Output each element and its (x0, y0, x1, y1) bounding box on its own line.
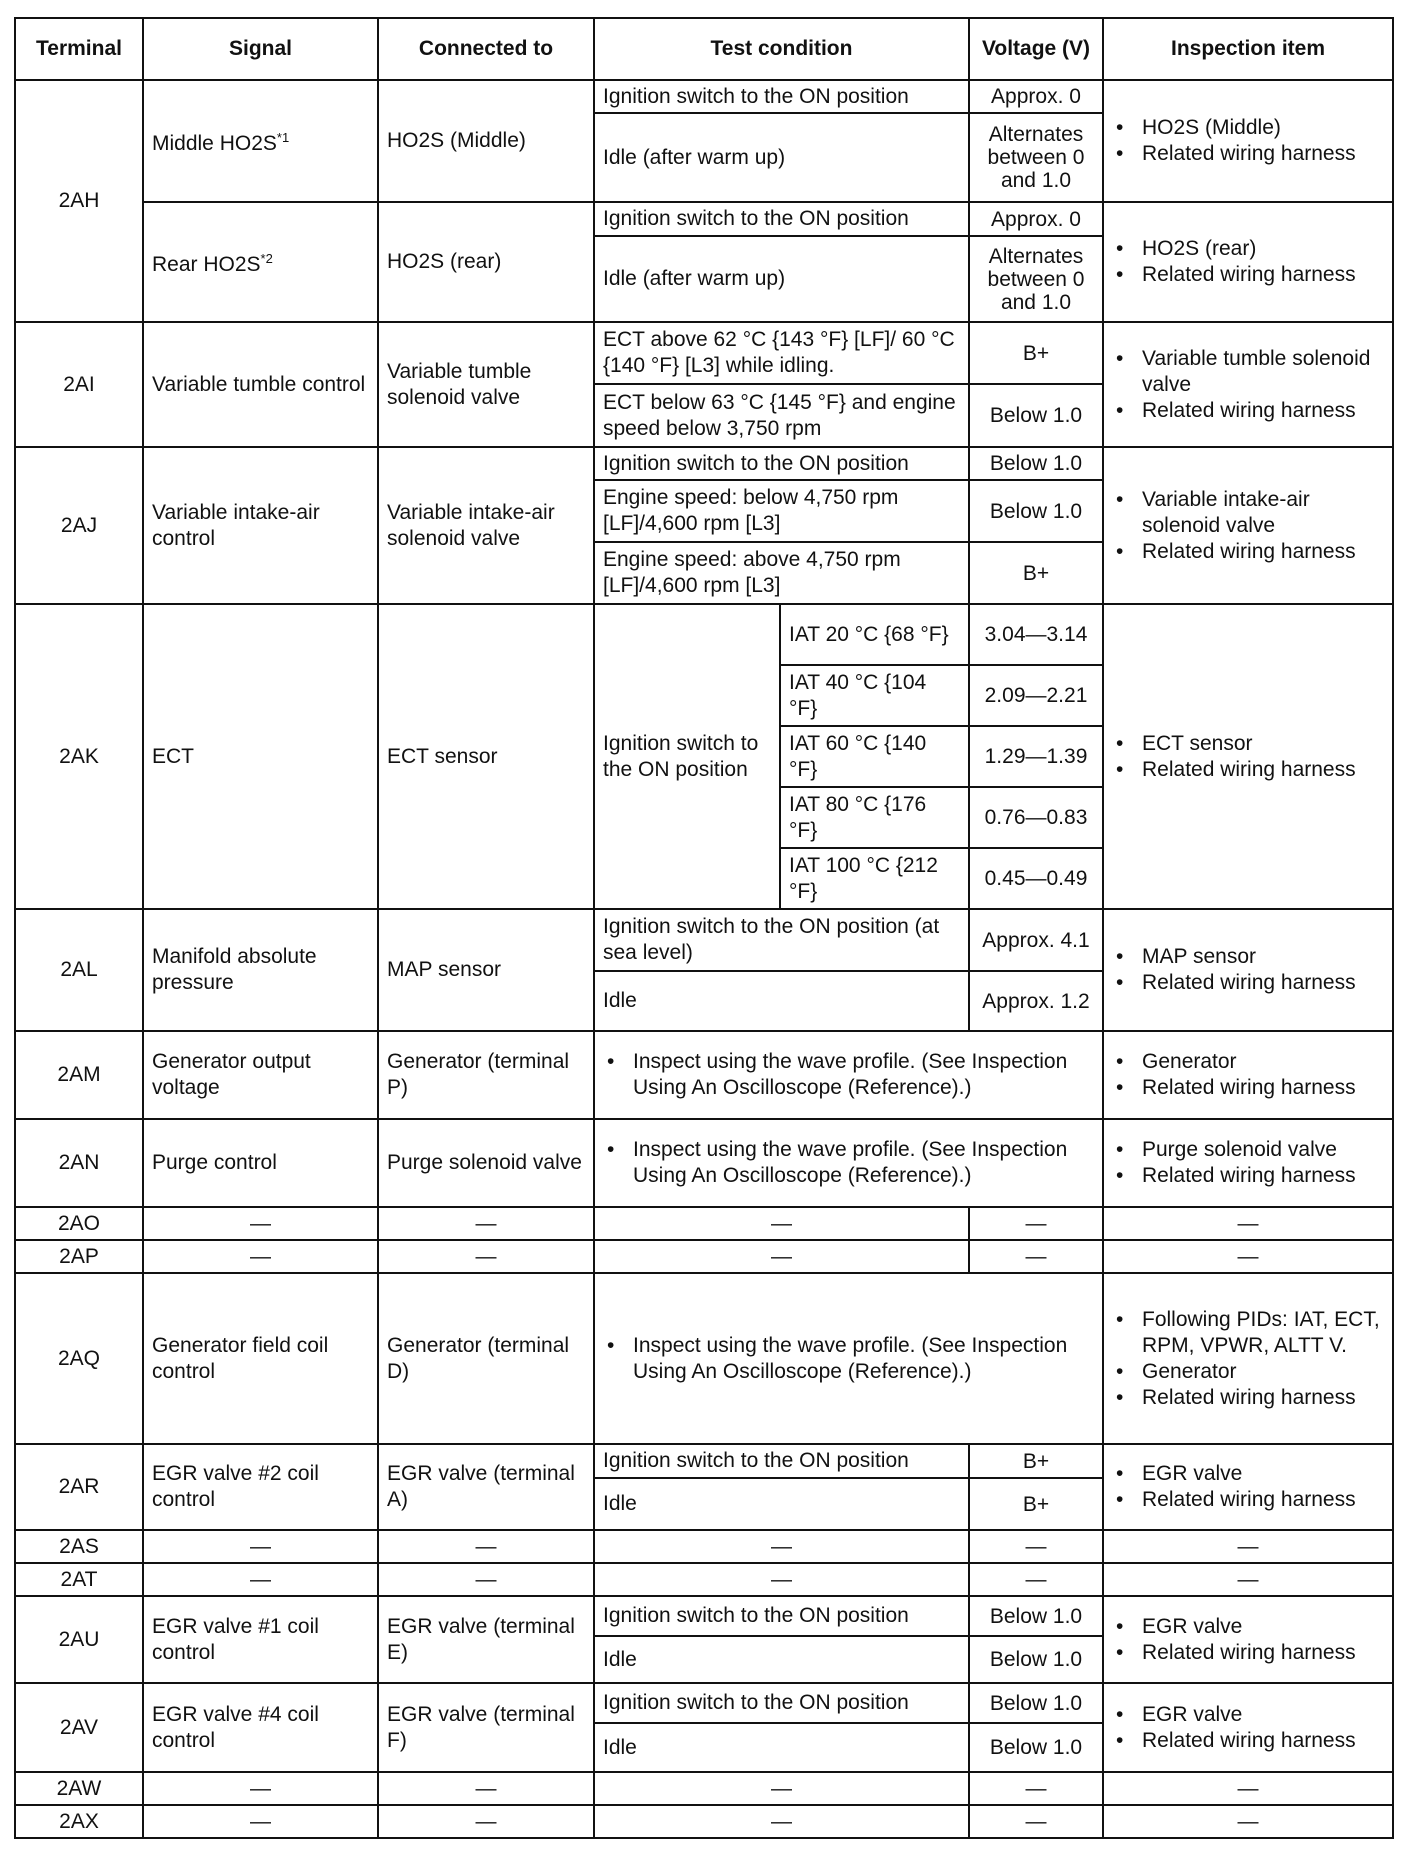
voltage-cell: Below 1.0 (969, 1683, 1103, 1723)
inspection-list (1112, 1702, 1384, 1754)
signal-text: Manifold absolute pressure (152, 945, 317, 994)
voltage-cell: Below 1.0 (969, 1636, 1103, 1683)
table-row (15, 322, 1393, 384)
inspection-item: • EGR valve (1142, 1461, 1384, 1487)
terminal-cell: 2AP (15, 1240, 143, 1273)
voltage-cell: Alternates between 0 and 1.0 (969, 113, 1103, 202)
dash-inspection: — (1103, 1805, 1393, 1838)
connected-to-cell: Generator (terminal D) (378, 1273, 594, 1444)
test-condition-cell (594, 1273, 1103, 1444)
inspection-item: • HO2S (Middle) (1142, 115, 1384, 141)
inspection-item: • ECT sensor (1142, 731, 1384, 757)
voltage-cell: 3.04—3.14 (969, 604, 1103, 665)
test-condition-cell: Engine speed: above 4,750 rpm [LF]/4,600 rpm [L3] (594, 542, 969, 604)
inspection-item: • EGR valve (1142, 1614, 1384, 1640)
footnote-marker: *1 (276, 130, 290, 145)
dash-signal: — (143, 1563, 378, 1596)
test-condition-cell: Idle (594, 1636, 969, 1683)
table-row (15, 1596, 1393, 1636)
terminal-cell: 2AN (15, 1119, 143, 1207)
dash-voltage: — (969, 1563, 1103, 1596)
signal-text: EGR valve #2 coil control (152, 1462, 319, 1511)
connected-to-cell: HO2S (Middle) (378, 80, 594, 202)
signal-cell (143, 80, 378, 202)
terminal-cell: 2AS (15, 1530, 143, 1563)
dash-connected: — (378, 1563, 594, 1596)
header-test-condition: Test condition (594, 18, 969, 80)
terminal-cell: 2AU (15, 1596, 143, 1683)
signal-cell (143, 909, 378, 1031)
signal-text: EGR valve #4 coil control (152, 1702, 319, 1752)
header-row (15, 18, 1393, 80)
voltage-cell: Approx. 0 (969, 80, 1103, 113)
signal-text: Generator output voltage (152, 1050, 311, 1099)
connected-to-cell: MAP sensor (378, 909, 594, 1031)
terminal-cell: 2AM (15, 1031, 143, 1119)
table-row (15, 1240, 1393, 1273)
test-condition-cell: Ignition switch to the ON position (594, 202, 969, 236)
inspection-item: • Generator (1142, 1049, 1384, 1075)
dash-test: — (594, 1207, 969, 1240)
inspection-item: • Inspect using the wave profile. (See Inspection Using An Oscilloscope (Reference).) (633, 1333, 1094, 1385)
inspection-cell (1103, 322, 1393, 447)
signal-cell (143, 1031, 378, 1119)
test-condition-cell: Idle (594, 1478, 969, 1530)
inspection-item: • Inspect using the wave profile. (See Inspection Using An Oscilloscope (Reference).) (633, 1137, 1094, 1189)
inspection-item: • Related wiring harness (1142, 141, 1384, 167)
inspection-item: • MAP sensor (1142, 944, 1384, 970)
inspection-item: • Variable tumble solenoid valve (1142, 346, 1384, 398)
inspection-item: • Related wiring harness (1142, 1075, 1384, 1101)
inspection-item: • EGR valve (1142, 1702, 1384, 1728)
inspection-cell (1103, 1031, 1393, 1119)
dash-inspection: — (1103, 1240, 1393, 1273)
dash-test: — (594, 1563, 969, 1596)
connected-to-cell: Generator (terminal P) (378, 1031, 594, 1119)
inspection-cell (1103, 1273, 1393, 1444)
inspection-cell (1103, 909, 1393, 1031)
inspection-cell (1103, 447, 1393, 604)
table-row (15, 604, 1393, 665)
voltage-cell: 1.29—1.39 (969, 726, 1103, 787)
test-condition-cell (594, 1119, 1103, 1207)
test-condition-cell: Engine speed: below 4,750 rpm [LF]/4,600 rpm [L3] (594, 480, 969, 542)
signal-cell (143, 1444, 378, 1530)
dash-test: — (594, 1240, 969, 1273)
test-condition-sub: IAT 80 °C {176 °F} (780, 787, 969, 848)
inspection-item: • Related wiring harness (1142, 398, 1384, 424)
test-condition-cell: Idle (after warm up) (594, 113, 969, 202)
terminal-cell: 2AK (15, 604, 143, 909)
connected-to-cell: EGR valve (terminal F) (378, 1683, 594, 1772)
terminal-cell: 2AH (15, 80, 143, 322)
voltage-cell: Below 1.0 (969, 384, 1103, 447)
voltage-cell: B+ (969, 1478, 1103, 1530)
signal-text: Variable intake-air control (152, 500, 320, 550)
voltage-cell: Alternates between 0 and 1.0 (969, 236, 1103, 322)
inspection-cell (1103, 1444, 1393, 1530)
dash-connected: — (378, 1530, 594, 1563)
inspection-item: • HO2S (rear) (1142, 236, 1384, 262)
signal-text: Variable tumble control (152, 372, 366, 396)
test-condition-cell: Ignition switch to the ON position (594, 447, 969, 480)
test-condition-cell: ECT above 62 °C {143 °F} [LF]/ 60 °C {140 °F} [L3] while idling. (594, 322, 969, 384)
terminal-cell: 2AR (15, 1444, 143, 1530)
terminal-cell: 2AJ (15, 447, 143, 604)
voltage-cell: Below 1.0 (969, 480, 1103, 542)
inspection-list (1112, 1049, 1384, 1101)
dash-signal: — (143, 1530, 378, 1563)
footnote-marker: *2 (260, 251, 273, 266)
terminal-voltage-table (14, 17, 1394, 1839)
inspection-list (1112, 115, 1384, 167)
inspection-item: • Generator (1142, 1359, 1384, 1385)
test-condition-sub: IAT 100 °C {212 °F} (780, 848, 969, 909)
inspection-item: • Related wiring harness (1142, 539, 1384, 565)
dash-voltage: — (969, 1240, 1103, 1273)
voltage-cell: 2.09—2.21 (969, 665, 1103, 726)
inspection-list (603, 1137, 1094, 1189)
voltage-cell: Approx. 0 (969, 202, 1103, 236)
dash-inspection: — (1103, 1772, 1393, 1805)
table-row (15, 1119, 1393, 1207)
dash-inspection: — (1103, 1530, 1393, 1563)
dash-signal: — (143, 1207, 378, 1240)
connected-to-cell: Variable tumble solenoid valve (378, 322, 594, 447)
table-row (15, 1530, 1393, 1563)
inspection-cell (1103, 1119, 1393, 1207)
inspection-list (1112, 346, 1384, 424)
inspection-item: • Related wiring harness (1142, 1163, 1384, 1189)
signal-text: ECT (152, 744, 194, 768)
connected-to-cell: ECT sensor (378, 604, 594, 909)
signal-text: Rear HO2S (152, 253, 261, 276)
voltage-cell: B+ (969, 542, 1103, 604)
inspection-list (1112, 731, 1384, 783)
test-condition-cell: Idle (594, 971, 969, 1031)
test-condition-cell: Ignition switch to the ON position (594, 1683, 969, 1723)
test-condition-cell: Ignition switch to the ON position (594, 1444, 969, 1478)
signal-text: Generator field coil control (152, 1333, 329, 1383)
connected-to-cell: EGR valve (terminal A) (378, 1444, 594, 1530)
voltage-cell: B+ (969, 322, 1103, 384)
inspection-item: • Related wiring harness (1142, 1728, 1384, 1754)
header-inspection-item: Inspection item (1103, 18, 1393, 80)
inspection-item: • Related wiring harness (1142, 1385, 1384, 1411)
voltage-cell: Below 1.0 (969, 447, 1103, 480)
signal-text: Middle HO2S (152, 132, 277, 155)
inspection-cell (1103, 80, 1393, 202)
test-condition-cell: Idle (after warm up) (594, 236, 969, 322)
signal-text: EGR valve #1 coil control (152, 1614, 319, 1664)
dash-voltage: — (969, 1772, 1103, 1805)
terminal-cell: 2AX (15, 1805, 143, 1838)
dash-connected: — (378, 1805, 594, 1838)
table-row (15, 909, 1393, 971)
signal-cell (143, 604, 378, 909)
voltage-cell: Approx. 1.2 (969, 971, 1103, 1031)
terminal-cell: 2AT (15, 1563, 143, 1596)
inspection-list (1112, 1461, 1384, 1513)
test-condition-cell (594, 1031, 1103, 1119)
signal-text: Purge control (152, 1151, 277, 1174)
voltage-cell: 0.45—0.49 (969, 848, 1103, 909)
terminal-cell: 2AL (15, 909, 143, 1031)
signal-cell (143, 322, 378, 447)
test-condition-cell: Ignition switch to the ON position (at sea level) (594, 909, 969, 971)
inspection-item: • Related wiring harness (1142, 262, 1384, 288)
inspection-cell (1103, 1683, 1393, 1772)
inspection-list (1112, 944, 1384, 996)
table-row (15, 1772, 1393, 1805)
voltage-cell: Below 1.0 (969, 1596, 1103, 1636)
inspection-cell (1103, 1596, 1393, 1683)
terminal-cell: 2AQ (15, 1273, 143, 1444)
voltage-cell: B+ (969, 1444, 1103, 1478)
inspection-list (1112, 487, 1384, 565)
inspection-list (1112, 1307, 1384, 1411)
inspection-item: • Inspect using the wave profile. (See Inspection Using An Oscilloscope (Reference).) (633, 1049, 1094, 1101)
signal-cell (143, 1119, 378, 1207)
inspection-list (1112, 1137, 1384, 1189)
dash-voltage: — (969, 1530, 1103, 1563)
inspection-item: • Related wiring harness (1142, 970, 1384, 996)
connected-to-cell: EGR valve (terminal E) (378, 1596, 594, 1683)
test-condition-main: Ignition switch to the ON position (594, 604, 780, 909)
header-voltage: Voltage (V) (969, 18, 1103, 80)
inspection-list (603, 1049, 1094, 1101)
table-row (15, 1444, 1393, 1478)
signal-cell (143, 202, 378, 322)
table-row (15, 1563, 1393, 1596)
dash-test: — (594, 1530, 969, 1563)
dash-voltage: — (969, 1805, 1103, 1838)
dash-signal: — (143, 1805, 378, 1838)
dash-signal: — (143, 1772, 378, 1805)
voltage-cell: Approx. 4.1 (969, 909, 1103, 971)
dash-connected: — (378, 1772, 594, 1805)
header-terminal: Terminal (15, 18, 143, 80)
inspection-list (603, 1333, 1094, 1385)
test-condition-sub: IAT 60 °C {140 °F} (780, 726, 969, 787)
header-signal: Signal (143, 18, 378, 80)
dash-inspection: — (1103, 1563, 1393, 1596)
dash-connected: — (378, 1207, 594, 1240)
test-condition-cell: ECT below 63 °C {145 °F} and engine speed below 3,750 rpm (594, 384, 969, 447)
test-condition-cell: Idle (594, 1723, 969, 1772)
table-row (15, 1031, 1393, 1119)
inspection-list (1112, 1614, 1384, 1666)
inspection-list (1112, 236, 1384, 288)
terminal-cell: 2AI (15, 322, 143, 447)
signal-cell (143, 1683, 378, 1772)
inspection-cell (1103, 202, 1393, 322)
dash-test: — (594, 1772, 969, 1805)
connected-to-cell: Variable intake-air solenoid valve (378, 447, 594, 604)
table-row (15, 1683, 1393, 1723)
voltage-cell: Below 1.0 (969, 1723, 1103, 1772)
table-row (15, 447, 1393, 480)
test-condition-cell: Ignition switch to the ON position (594, 1596, 969, 1636)
voltage-cell: 0.76—0.83 (969, 787, 1103, 848)
table-row (15, 1273, 1393, 1444)
connected-to-cell: HO2S (rear) (378, 202, 594, 322)
terminal-cell: 2AW (15, 1772, 143, 1805)
test-condition-sub: IAT 40 °C {104 °F} (780, 665, 969, 726)
test-condition-sub: IAT 20 °C {68 °F} (780, 604, 969, 665)
inspection-item: • Variable intake-air solenoid valve (1142, 487, 1384, 539)
dash-voltage: — (969, 1207, 1103, 1240)
dash-connected: — (378, 1240, 594, 1273)
dash-inspection: — (1103, 1207, 1393, 1240)
inspection-item: • Related wiring harness (1142, 757, 1384, 783)
connected-to-cell: Purge solenoid valve (378, 1119, 594, 1207)
test-condition-cell: Ignition switch to the ON position (594, 80, 969, 113)
header-connected-to: Connected to (378, 18, 594, 80)
table-row (15, 80, 1393, 113)
table-row (15, 1207, 1393, 1240)
terminal-cell: 2AO (15, 1207, 143, 1240)
terminal-cell: 2AV (15, 1683, 143, 1772)
signal-cell (143, 1596, 378, 1683)
inspection-item: • Related wiring harness (1142, 1487, 1384, 1513)
table-row (15, 1805, 1393, 1838)
dash-test: — (594, 1805, 969, 1838)
inspection-item: • Following PIDs: IAT, ECT, RPM, VPWR, ALTT V. (1142, 1307, 1384, 1359)
dash-signal: — (143, 1240, 378, 1273)
signal-cell (143, 1273, 378, 1444)
inspection-cell (1103, 604, 1393, 909)
inspection-item: • Related wiring harness (1142, 1640, 1384, 1666)
signal-cell (143, 447, 378, 604)
table-row (15, 202, 1393, 236)
inspection-item: • Purge solenoid valve (1142, 1137, 1384, 1163)
